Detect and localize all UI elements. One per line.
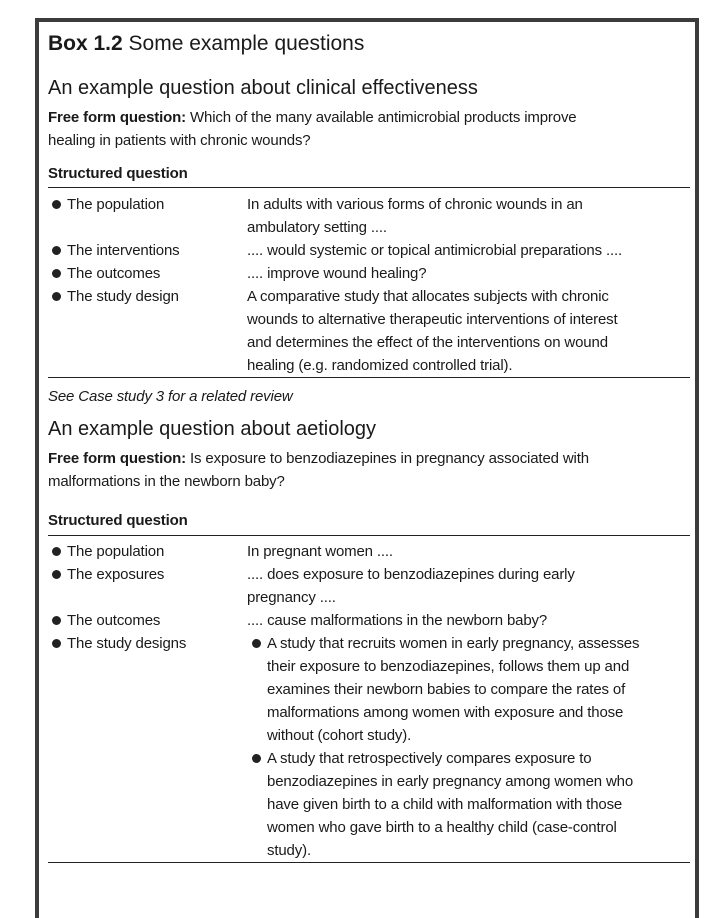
row-value: .... improve wound healing?	[247, 265, 427, 282]
free-form-label: Free form question:	[48, 109, 186, 126]
row-label: The population	[67, 543, 165, 560]
box-title	[48, 31, 364, 57]
section1-free-form	[48, 106, 577, 152]
bullet-icon	[252, 639, 261, 648]
row-label: The outcomes	[67, 265, 161, 282]
row-label: The outcomes	[67, 612, 161, 629]
box-title-text: Some example questions	[128, 32, 365, 55]
row-label: The study designs	[67, 635, 187, 652]
row-value: .... would systemic or topical antimicrobial preparations ....	[247, 242, 623, 259]
table-row	[48, 632, 639, 862]
row-value: A comparative study that allocates subjects with chronic	[247, 288, 609, 305]
row-value: healing (e.g. randomized controlled trial).	[247, 357, 513, 374]
divider	[48, 535, 690, 536]
row-value: and determines the effect of the interventions on wound	[247, 334, 608, 351]
free-form-text: malformations in the newborn baby?	[48, 473, 285, 490]
row-value: malformations among women with exposure and those	[267, 704, 624, 721]
free-form-text: Is exposure to benzodiazepines in pregnancy associated with	[186, 450, 589, 467]
bullet-icon	[52, 547, 61, 556]
row-value: A study that recruits women in early pregnancy, assesses	[267, 635, 640, 652]
bullet-icon	[52, 639, 61, 648]
section2-structured-table	[48, 540, 639, 862]
row-value: women who gave birth to a healthy child (case-control	[267, 819, 617, 836]
row-label: The population	[67, 196, 165, 213]
study-design-item	[247, 747, 639, 862]
divider	[48, 187, 690, 188]
row-value: .... cause malformations in the newborn baby?	[247, 612, 548, 629]
table-row	[48, 540, 639, 563]
row-value: without (cohort study).	[267, 727, 412, 744]
table-row	[48, 563, 639, 609]
row-value: ambulatory setting ....	[247, 219, 387, 236]
section2-free-form	[48, 447, 589, 493]
section1-structured-table	[48, 193, 622, 377]
box-label: Box 1.2	[48, 32, 123, 55]
table-row	[48, 609, 639, 632]
row-value: have given birth to a child with malformation with those	[267, 796, 623, 813]
row-value: study).	[267, 842, 311, 859]
row-label: The exposures	[67, 566, 165, 583]
row-value: pregnancy ....	[247, 589, 336, 606]
row-value: examines their newborn babies to compare the rates of	[267, 681, 626, 698]
bullet-icon	[52, 292, 61, 301]
free-form-text: Which of the many available antimicrobial products improve	[186, 109, 577, 126]
row-value: A study that retrospectively compares exposure to	[267, 750, 592, 767]
section1-note: See Case study 3 for a related review	[48, 388, 293, 405]
structured-question-label: Structured question	[48, 165, 188, 182]
bullet-icon	[52, 200, 61, 209]
row-value: In pregnant women ....	[247, 543, 393, 560]
row-value: benzodiazepines in early pregnancy among women who	[267, 773, 634, 790]
bullet-icon	[52, 616, 61, 625]
free-form-text: healing in patients with chronic wounds?	[48, 132, 311, 149]
study-design-item	[247, 632, 639, 747]
row-value: In adults with various forms of chronic wounds in an	[247, 196, 583, 213]
row-value: .... does exposure to benzodiazepines during early	[247, 566, 575, 583]
bullet-icon	[52, 269, 61, 278]
table-row	[48, 262, 622, 285]
row-value: wounds to alternative therapeutic interventions of interest	[247, 311, 618, 328]
table-row	[48, 193, 622, 239]
row-label: The study design	[67, 288, 179, 305]
section1-heading: An example question about clinical effectiveness	[48, 77, 478, 99]
row-label: The interventions	[67, 242, 180, 259]
bullet-icon	[52, 570, 61, 579]
free-form-label: Free form question:	[48, 450, 186, 467]
structured-question-label: Structured question	[48, 512, 188, 529]
table-row	[48, 239, 622, 262]
table-row	[48, 285, 622, 377]
section2-heading: An example question about aetiology	[48, 418, 377, 440]
divider	[48, 862, 690, 863]
bullet-icon	[52, 246, 61, 255]
divider	[48, 377, 690, 378]
row-value: their exposure to benzodiazepines, follows them up and	[267, 658, 630, 675]
bullet-icon	[252, 754, 261, 763]
